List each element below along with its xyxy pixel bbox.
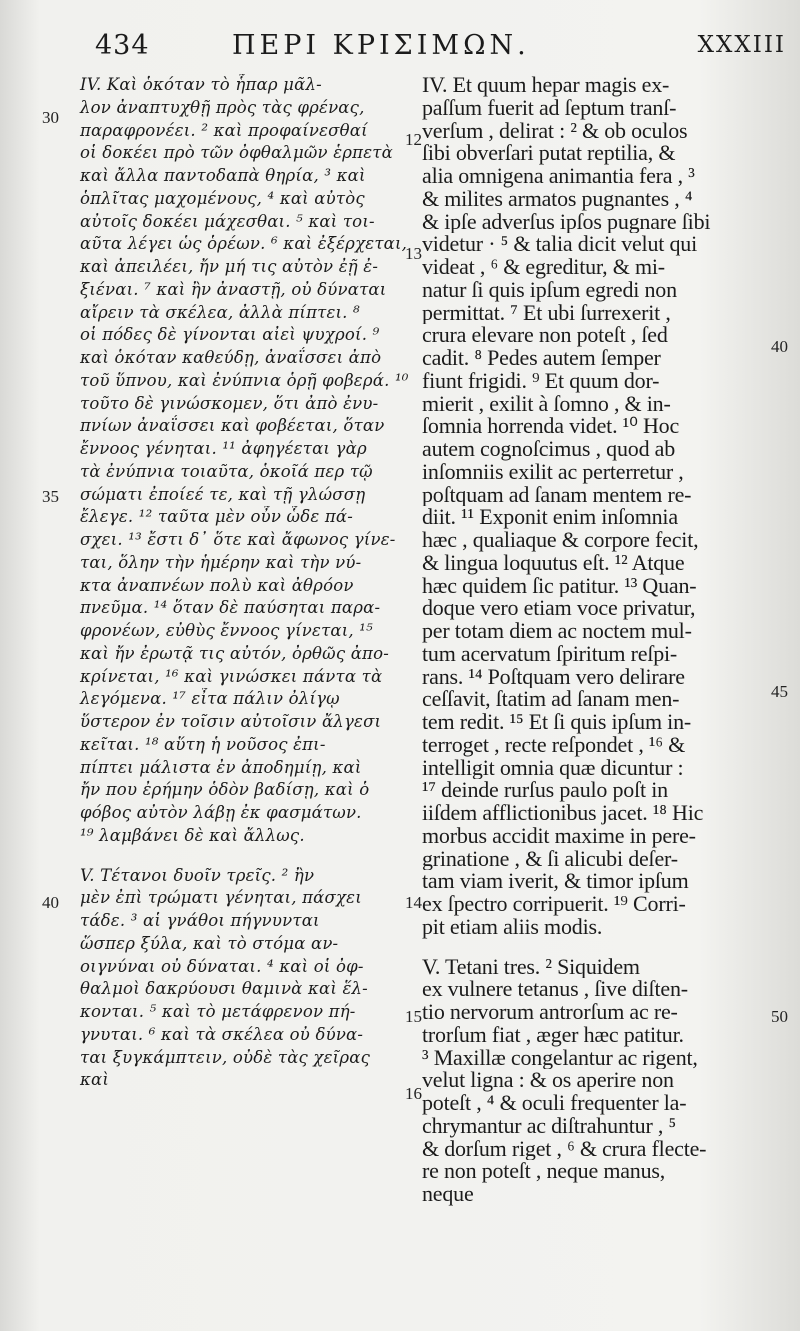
text-line: paſſum fuerit ad ſeptum tranſ- <box>422 96 677 120</box>
text-line: ὕστερον ἐν τοῖσιν αὐτοῖσιν ἄλγεσι <box>80 712 382 731</box>
text-line: ται, ὅλην τὴν ἡμέρην καὶ τὴν νύ- <box>80 552 362 572</box>
page-bottom-edge <box>60 1300 740 1301</box>
text-line: IV. Καὶ ὁκόταν τὸ ἧπαρ μᾶλ- <box>80 75 322 94</box>
text-line: ¹⁹ λαμβάνει δὲ καὶ ἄλλως. <box>80 825 305 845</box>
text-line: τοῦτο δὲ γινώσκομεν, ὅτι ἀπὸ ἐνυ- <box>80 393 379 413</box>
margin-note-number: 13 <box>405 244 422 263</box>
text-line: & milites armatos pugnantes , ⁴ <box>422 187 693 211</box>
text-line: θαλμοὶ δακρύουσι θαμινὰ καὶ ἕλ- <box>80 979 368 999</box>
text-line: πίπτει μάλιστα ἐν ἀποδημίῃ, καὶ <box>80 757 362 777</box>
text-line: αὐτοῖς δοκέει μάχεσθαι. ⁵ καὶ τοι- <box>80 211 375 231</box>
text-line: λον ἀναπτυχθῇ πρὸς τὰς φρένας, <box>80 97 365 117</box>
text-line: V. Τέτανοι δυοῖν τρεῖς. ² ἢν <box>80 865 315 885</box>
margin-note-number: 12 <box>405 130 422 149</box>
text-line: λεγόμενα. ¹⁷ εἶτα πάλιν ὀλίγῳ <box>80 689 340 709</box>
text-line: οἱ δοκέει πρὸ τῶν ὀφθαλμῶν ἑρπετὰ <box>80 143 393 163</box>
text-line: ἔννοος γένηται. ¹¹ ἀφηγέεται γὰρ <box>80 439 367 458</box>
margin-line-number: 35 <box>42 487 59 506</box>
text-line: rans. ¹⁴ Poſtquam vero delirare <box>422 665 685 689</box>
text-line: & lingua loquutus eſt. ¹² Atque <box>422 551 685 575</box>
text-line: ex vulnere tetanus , ſive diſten- <box>422 978 688 1001</box>
text-line: ſomnia horrenda videt. ¹⁰ Hoc <box>422 415 680 438</box>
text-line: ſibi obverſari putat reptilia, & <box>422 142 676 165</box>
text-line: hæc quidem ſic patitur. ¹³ Quan- <box>422 574 697 598</box>
text-line: ἔλεγε. ¹² ταῦτα μὲν οὖν ὧδε πά- <box>80 507 354 527</box>
text-line: φρονέων, εὐθὺς ἔννοος γίνεται, ¹⁵ <box>80 621 373 640</box>
text-line: tum acervatum ſpiritum reſpi- <box>422 642 678 666</box>
text-line: κτα ἀναπνέων πολὺ καὶ ἀθρόον <box>80 575 354 595</box>
text-line: iiſdem afflictionibus jacet. ¹⁸ Hic <box>422 802 704 825</box>
text-line: κεῖται. ¹⁸ αὕτη ἡ νοῦσος ἐπι- <box>80 734 326 754</box>
text-line: alia omnigena animantia fera , ³ <box>422 165 695 188</box>
text-line: chrymantur ac diſtrahuntur , ⁵ <box>422 1114 676 1138</box>
text-line: οἱ πόδες δὲ γίνονται αἰεὶ ψυχροί. ⁹ <box>80 325 380 345</box>
running-title: ΠΕΡΙ ΚΡΙΣΙΜΩΝ. <box>232 30 530 61</box>
text-line: tem redit. ¹⁵ Et ſi quis ipſum in- <box>422 711 691 734</box>
page-number: 434 <box>95 30 150 61</box>
text-line: morbus accidit maxime in pere- <box>422 824 696 848</box>
text-line: per totam diem ac noctem mul- <box>422 620 692 643</box>
text-line: videtur · ⁵ & talia dicit velut qui <box>422 233 697 256</box>
text-line: natur ſi quis ipſum egredi non <box>422 278 677 302</box>
text-line: tam viam iverit, & timor ipſum <box>422 870 689 893</box>
text-line: & ipſe adverſus ipſos pugnare ſibi <box>422 210 711 234</box>
margin-line-number: 30 <box>42 108 59 127</box>
text-line: trorſum fiat , æger hæc patitur. <box>422 1023 684 1047</box>
text-line: fiunt frigidi. ⁹ Et quum dor- <box>422 369 660 393</box>
text-line: τάδε. ³ αἱ γνάθοι πήγνυνται <box>80 911 320 930</box>
text-line: ³ Maxillæ congelantur ac rigent, <box>422 1046 698 1070</box>
text-line: ξιέναι. ⁷ καὶ ἢν ἀναστῇ, οὐ δύναται <box>80 279 387 299</box>
text-line: permittat. ⁷ Et ubi ſurrexerit , <box>422 301 671 325</box>
text-line: tio nervorum antrorſum ac re- <box>422 1001 678 1024</box>
text-line: σχει. ¹³ ἔστι δ᾽ ὅτε καὶ ἄφωνος γίνε- <box>80 530 396 549</box>
text-line: ὥσπερ ξύλα, καὶ τὸ στόμα αν- <box>80 933 339 953</box>
text-line: φόβος αὐτὸν λάβῃ ἐκ φασμάτων. <box>80 803 362 822</box>
text-line: πνεῦμα. ¹⁴ ὅταν δὲ παύσηται παρα- <box>80 598 381 618</box>
text-line: ¹⁷ deinde rurſus paulo poſt in <box>422 779 668 802</box>
text-line: παραφρονέει. ² καὶ προφαίνεσθαί <box>80 120 368 140</box>
text-line: re non poteſt , neque manus, <box>422 1160 666 1183</box>
text-line: autem cognoſcimus , quod ab <box>422 438 676 461</box>
text-line: verſum , delirat : ² & ob oculos <box>422 119 688 143</box>
text-line: ceſſavit, ſtatim ad ſanam men- <box>422 688 680 711</box>
text-line: οιγνύναι οὐ δύναται. ⁴ καὶ οἱ ὀφ- <box>80 956 364 976</box>
text-line: καὶ ἀπειλέει, ἤν μή τις αὐτὸν ἐῇ ἐ- <box>80 257 379 276</box>
text-line: ἤν που ἐρήμην ὁδὸν βαδίσῃ, καὶ ὁ <box>80 780 370 800</box>
text-line: poteſt , ⁴ & oculi frequenter la- <box>422 1092 687 1115</box>
text-line: intelligit omnia quæ dicuntur : <box>422 756 684 780</box>
text-line: pit etiam aliis modis. <box>422 915 603 939</box>
margin-line-number: 45 <box>771 682 788 701</box>
text-line: ex ſpectro corripuerit. ¹⁹ Corri- <box>422 893 686 916</box>
text-line: αἴρειν τὰ σκέλεα, ἀλλὰ πίπτει. ⁸ <box>80 302 360 322</box>
text-line: & dorſum riget , ⁶ & crura flecte- <box>422 1137 707 1161</box>
text-line: μὲν ἐπὶ τρώματι γένηται, πάσχει <box>80 888 362 908</box>
text-line: terroget , recte reſpondet , ¹⁶ & <box>422 733 685 757</box>
text-line: καὶ <box>80 1070 110 1090</box>
text-line: κονται. ⁵ καὶ τὸ μετάφρενον πή- <box>80 1002 356 1021</box>
margin-line-number: 40 <box>42 893 59 912</box>
text-line: videat , ⁶ & egreditur, & mi- <box>422 256 665 279</box>
text-line: σώματι ἐποίεέ τε, καὶ τῇ γλώσσῃ <box>80 484 366 504</box>
margin-line-number: 50 <box>771 1007 788 1026</box>
text-line: πνίων ἀναΐσσει καὶ φοβέεται, ὅταν <box>80 416 385 436</box>
text-line: ὁπλῖτας μαχομένους, ⁴ καὶ αὐτὸς <box>80 188 365 208</box>
text-line: γνυται. ⁶ καὶ τὰ σκέλεα οὐ δύνα- <box>80 1024 364 1044</box>
greek-text-column <box>68 74 413 1092</box>
text-line: τὰ ἐνύπνια τοιαῦτα, ὁκοῖά περ τῷ <box>80 461 373 481</box>
text-line: diit. ¹¹ Exponit enim inſomnia <box>422 506 678 529</box>
text-line: poſtquam ad ſanam mentem re- <box>422 483 692 507</box>
text-line: ται ξυγκάμπτειν, οὐδὲ τὰς χεῖρας <box>80 1047 371 1067</box>
text-line: κρίνεται, ¹⁶ καὶ γινώσκει πάντα τὰ <box>80 666 383 686</box>
text-line: crura elevare non poteſt , ſed <box>422 324 668 347</box>
text-line: αῦτα λέγει ὡς ὁρέων. ⁶ καὶ ἐξέρχεται, <box>80 234 408 254</box>
margin-note-number: 16 <box>405 1084 422 1103</box>
section-gap <box>68 848 413 865</box>
text-line: grinatione , & ſi alicubi deſer- <box>422 847 678 871</box>
signature-mark: XXXIII <box>697 32 786 58</box>
text-line: inſomniis exilit ac perterretur , <box>422 460 684 484</box>
text-line: hæc , qualiaque & corpore fecit, <box>422 529 699 552</box>
text-line: καὶ ἤν ἐρωτᾷ τις αὐτόν, ὀρθῶς ἀπο- <box>80 643 390 663</box>
margin-note-number: 14 <box>405 893 422 912</box>
text-line: cadit. ⁸ Pedes autem ſemper <box>422 347 661 370</box>
text-line: doque vero etiam voce privatur, <box>422 597 696 620</box>
page-header <box>0 30 800 74</box>
text-line: mierit , exilit à ſomno , & in- <box>422 392 671 416</box>
text-line: καὶ ἄλλα παντοδαπὰ θηρία, ³ καὶ <box>80 166 366 185</box>
margin-line-number: 40 <box>771 337 788 356</box>
margin-note-number: 15 <box>405 1007 422 1026</box>
text-line: neque <box>422 1183 474 1206</box>
text-line: V. Tetani tres. ² Siquidem <box>422 955 640 979</box>
text-line: καὶ ὁκόταν καθεύδῃ, ἀναΐσσει ἀπὸ <box>80 348 382 367</box>
latin-text-column <box>422 74 768 1206</box>
text-line: τοῦ ὕπνου, καὶ ἐνύπνια ὁρῇ φοβερά. ¹⁰ <box>80 370 409 390</box>
text-line: IV. Et quum hepar magis ex- <box>422 74 670 97</box>
section-gap <box>422 939 768 956</box>
text-line: velut ligna : & os aperire non <box>422 1069 674 1092</box>
